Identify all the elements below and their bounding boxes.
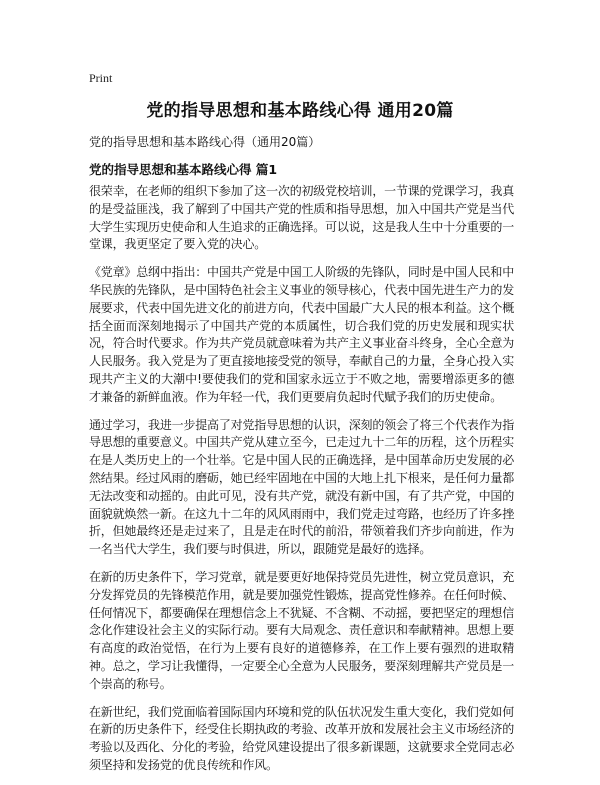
print-link[interactable]: Print: [89, 71, 113, 85]
paragraph: 在新的历史条件下，学习党章，就是要更好地保持党员先进性，树立党员意识，充分发挥党员的先锋模范作用，就是要加强党性锻炼，提高党性修养。在任何时候、任何情况下，都要确保在理想信念上不犹疑、不含糊、不动摇，要把坚定的理想信念化作建设社会主义的实际行动。要有大局观念、责任意识和奉献精神。思想上要有高度的政治觉悟，在行为上要有良好的道德修养，在工作上要有强烈的进取精神。总之，学习让我懂得，一定要全心全意为人民服务，要深刻理解共产党员是一个崇高的称号。: [89, 569, 514, 691]
subtitle: 党的指导思想和基本路线心得（通用20篇）: [89, 135, 321, 149]
section-heading: 党的指导思想和基本路线心得 篇1: [89, 162, 278, 177]
page-title: 党的指导思想和基本路线心得 通用20篇: [146, 101, 454, 121]
paragraph: 很荣幸，在老师的组织下参加了这一次的初级党校培训，一节课的党课学习，我真的是受益匪浅，我了解到了中国共产党的性质和指导思想，加入中国共产党是当代大学生实现历史使命和人生追求的正确选择。可以说，这是我人生中十分重要的一堂课，我更坚定了要入党的决心。: [89, 184, 514, 252]
paragraph: 在新世纪，我们党面临着国际国内环境和党的队伍状况发生重大变化，我们党如何在新的历史条件下，经受住长期执政的考验、改革开放和发展社会主义市场经济的考验以及西化、分化的考验，给党风建设提出了很多新课题，这就要求全党同志必须坚持和发扬党的优良传统和作风。: [89, 704, 514, 772]
article-body: [89, 183, 514, 785]
paragraph: 《党章》总纲中指出：中国共产党是中国工人阶级的先锋队，同时是中国人民和中华民族的先锋队，是中国特色社会主义事业的领导核心，代表中国先进生产力的发展要求，代表中国先进文化的前进方向，代表中国最广大人民的根本利益。这个概括全面而深刻地揭示了中国共产党的本质属性，切合我们党的历史发展和现实状况，符合时代要求。作为共产党员就意味着为共产主义事业奋斗终身，全心全意为人民服务。我入党是为了更直接地接受党的领导，奉献自己的力量，全身心投入实现共产主义的大潮中!要使我们的党和国家永远立于不败之地，需要增添更多的德才兼备的新鲜血液。作为年轻一代，我们更要肩负起时代赋予我们的历史使命。: [89, 265, 514, 404]
paragraph: 通过学习，我进一步提高了对党指导思想的认识，深刻的领会了将三个代表作为指导思想的重要意义。中国共产党从建立至今，已走过九十二年的历程，这个历程实在是人类历史上的一个壮举。它是中国人民的正确选择，是中国革命历史发展的必然结果。经过风雨的磨砺，她已经牢固地在中国的大地上扎下根来，是任何力量都无法改变和动摇的。由此可见，没有共产党，就没有新中国，有了共产党，中国的面貌就焕然一新。在这九十二年的风风雨雨中，我们党走过弯路，也经历了许多挫折，但她最终还是走过来了，且是走在时代的前沿，带领着我们齐步向前进，作为一名当代大学生，我们要与时俱进，所以，跟随党是最好的选择。: [89, 417, 514, 557]
